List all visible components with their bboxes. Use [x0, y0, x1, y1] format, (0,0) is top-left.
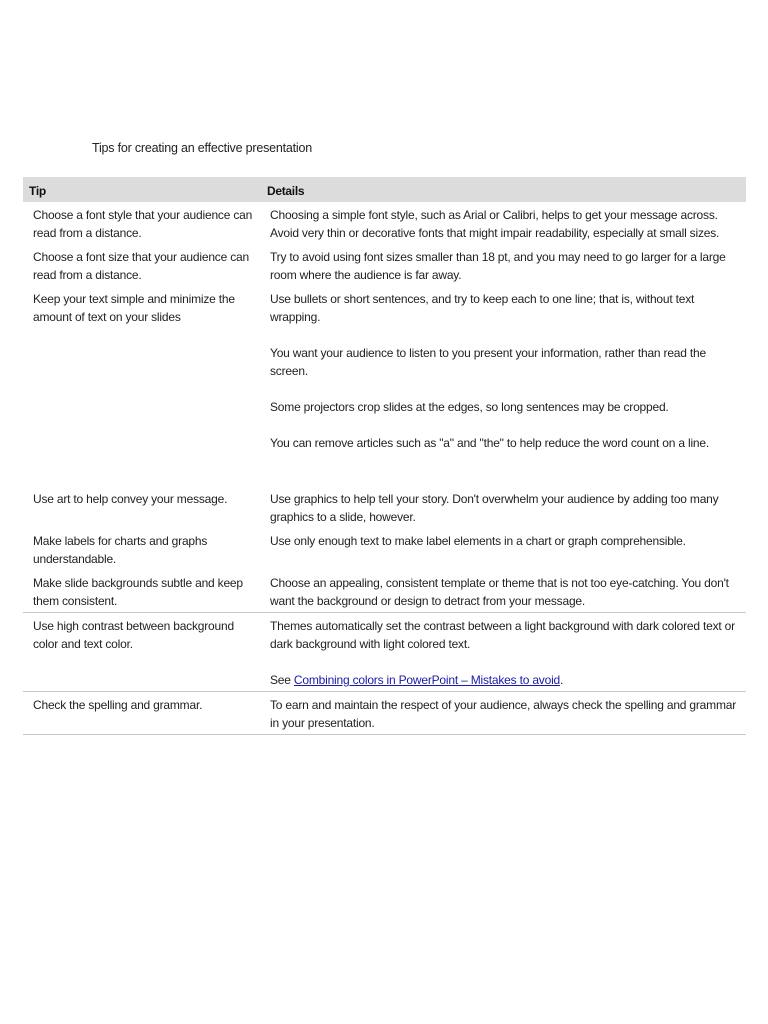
details-paragraph: To earn and maintain the respect of your audience, always check the spelling and grammar in your presentation.	[270, 698, 737, 730]
table-row	[23, 286, 746, 486]
details-paragraph: Try to avoid using font sizes smaller than 18 pt, and you may need to go larger for a large room where the audience is far away.	[270, 250, 726, 282]
see-suffix: .	[560, 673, 564, 687]
tip-cell: Choose a font size that your audience can read from a distance.	[33, 250, 249, 282]
tip-cell: Keep your text simple and minimize the amount of text on your slides	[33, 292, 235, 324]
table-row	[23, 528, 746, 570]
details-paragraph: Choosing a simple font style, such as Arial or Calibri, helps to get your message across. Avoid very thin or decorative fonts that might impair readability, especially at small sizes.	[270, 208, 720, 240]
details-cell	[261, 570, 746, 613]
details-paragraph: Use only enough text to make label elements in a chart or graph comprehensible.	[270, 534, 686, 548]
table-row	[23, 692, 746, 735]
table-row	[23, 486, 746, 528]
tip-cell: Use art to help convey your message.	[33, 492, 228, 506]
tip-cell: Check the spelling and grammar.	[23, 692, 261, 735]
details-cell	[261, 286, 746, 486]
details-paragraph: Some projectors crop slides at the edges, so long sentences may be cropped.	[270, 400, 669, 414]
details-cell	[261, 202, 746, 244]
table-row	[23, 570, 746, 613]
tip-cell: Choose a font style that your audience can read from a distance.	[33, 208, 253, 240]
see-prefix: See	[270, 673, 294, 687]
document-title: Tips for creating an effective presentation	[92, 141, 313, 155]
combining-colors-link[interactable]: Combining colors in PowerPoint – Mistakes to avoid	[293, 673, 561, 687]
tip-cell: Make labels for charts and graphs understandable.	[33, 534, 208, 566]
details-cell	[261, 528, 746, 570]
details-paragraph: Themes automatically set the contrast between a light background with dark colored text or dark background with light colored text.	[270, 619, 735, 651]
details-cell	[261, 486, 746, 528]
column-header-details: Details	[261, 177, 746, 202]
details-cell	[261, 692, 746, 735]
details-paragraph: You want your audience to listen to you present your information, rather than read the screen.	[270, 346, 706, 378]
column-header-tip: Tip	[23, 177, 261, 202]
details-paragraph: Choose an appealing, consistent template or theme that is not too eye-catching. You don't want the background or design to detract from your message.	[270, 576, 729, 608]
details-cell	[261, 244, 746, 286]
table-row	[23, 202, 746, 244]
see-also-paragraph	[270, 671, 738, 689]
details-paragraph: Use bullets or short sentences, and try to keep each to one line; that is, without text wrapping.	[270, 292, 695, 324]
tips-table	[23, 177, 746, 735]
tip-cell: Make slide backgrounds subtle and keep them consistent.	[23, 570, 261, 613]
details-paragraph: Use graphics to help tell your story. Don't overwhelm your audience by adding too many graphics to a slide, however.	[270, 492, 719, 524]
details-paragraph: You can remove articles such as "a" and "the" to help reduce the word count on a line.	[270, 436, 710, 450]
tip-cell: Use high contrast between background color and text color.	[23, 613, 261, 692]
table-row	[23, 244, 746, 286]
table-row	[23, 613, 746, 692]
table-header-row	[23, 177, 746, 202]
details-cell	[261, 613, 746, 692]
